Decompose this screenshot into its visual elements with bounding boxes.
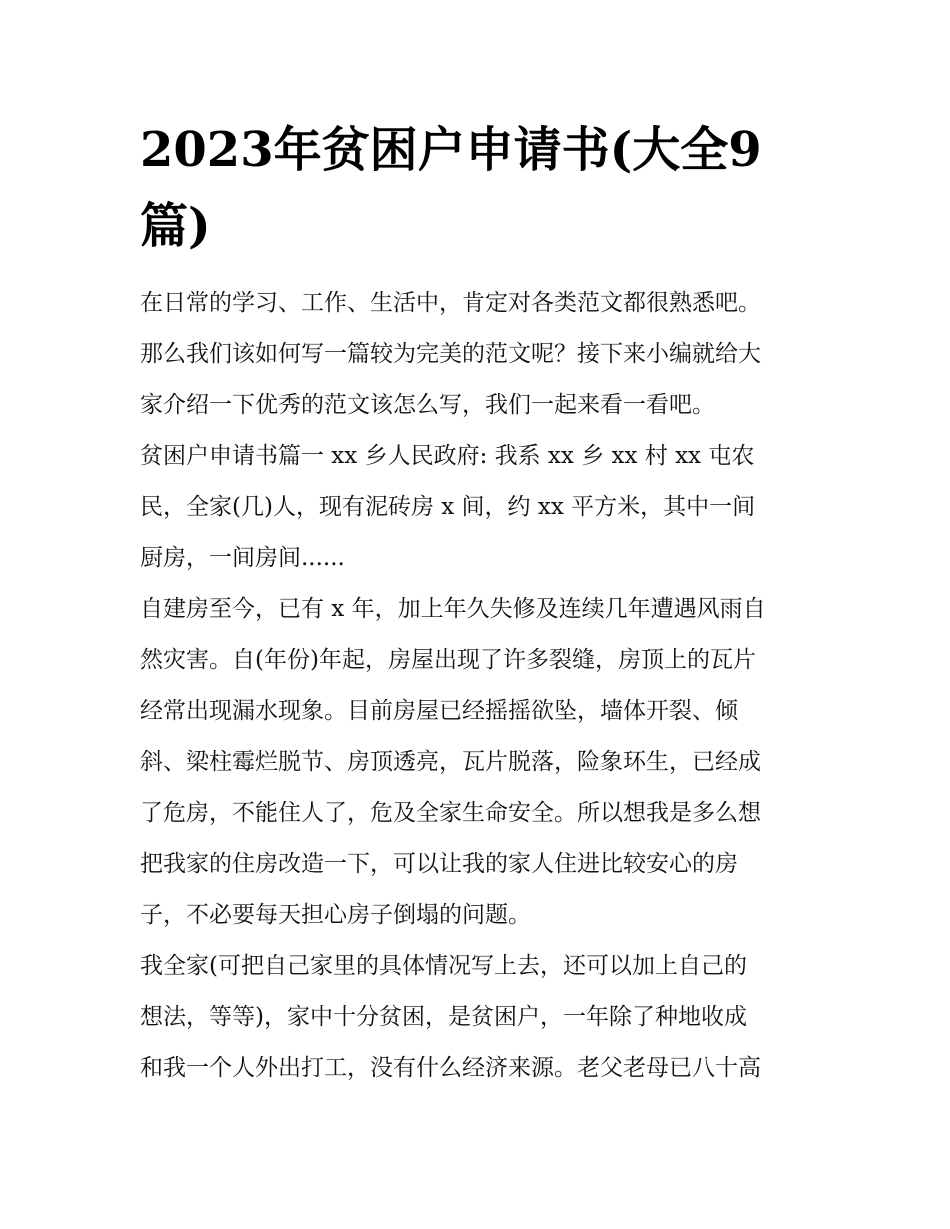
text-line: 家介绍一下优秀的范文该怎么写，我们一起来看一看吧。 (140, 392, 715, 418)
text-line: 想法，等等)，家中十分贫困，是贫困户，一年除了种地收成 (140, 1004, 747, 1030)
text-line: 贫困户申请书篇一 xx 乡人民政府: 我系 xx 乡 xx 村 xx 屯农 (140, 443, 755, 469)
paragraph-house-condition (140, 584, 820, 941)
text-line: 经常出现漏水现象。目前房屋已经摇摇欲坠，墙体开裂、倾 (140, 698, 738, 724)
page-title (140, 112, 820, 264)
text-line: 民，全家(几)人，现有泥砖房 x 间，约 xx 平方米，其中一间 (140, 494, 756, 520)
text-line: 在日常的学习、工作、生活中，肯定对各类范文都很熟悉吧。 (140, 290, 761, 316)
paragraph-intro (140, 278, 820, 431)
title-line: 2023年贫困户申请书(大全9 (140, 122, 762, 178)
text-line: 自建房至今，已有 x 年，加上年久失修及连续几年遭遇风雨自 (140, 596, 766, 622)
text-line: 把我家的住房改造一下，可以让我的家人住进比较安心的房 (140, 851, 738, 877)
paragraph-family-situation (140, 941, 820, 1094)
text-line: 子，不必要每天担心房子倒塌的问题。 (140, 902, 531, 928)
text-line: 和我一个人外出打工，没有什么经济来源。老父老母已八十高 (140, 1055, 761, 1081)
text-line: 那么我们该如何写一篇较为完美的范文呢？接下来小编就给大 (140, 341, 761, 367)
text-line: 然灾害。自(年份)年起，房屋出现了许多裂缝，房顶上的瓦片 (140, 647, 756, 673)
text-line: 我全家(可把自己家里的具体情况写上去，还可以加上自己的 (140, 953, 747, 979)
document-body (140, 278, 820, 1094)
text-line: 斜、梁柱霉烂脱节、房顶透亮，瓦片脱落，险象环生，已经成 (140, 749, 761, 775)
title-line: 篇) (140, 198, 211, 254)
text-line: 厨房，一间房间...... (140, 545, 345, 571)
text-line: 了危房，不能住人了，危及全家生命安全。所以想我是多么想 (140, 800, 761, 826)
paragraph-application-opening (140, 431, 820, 584)
